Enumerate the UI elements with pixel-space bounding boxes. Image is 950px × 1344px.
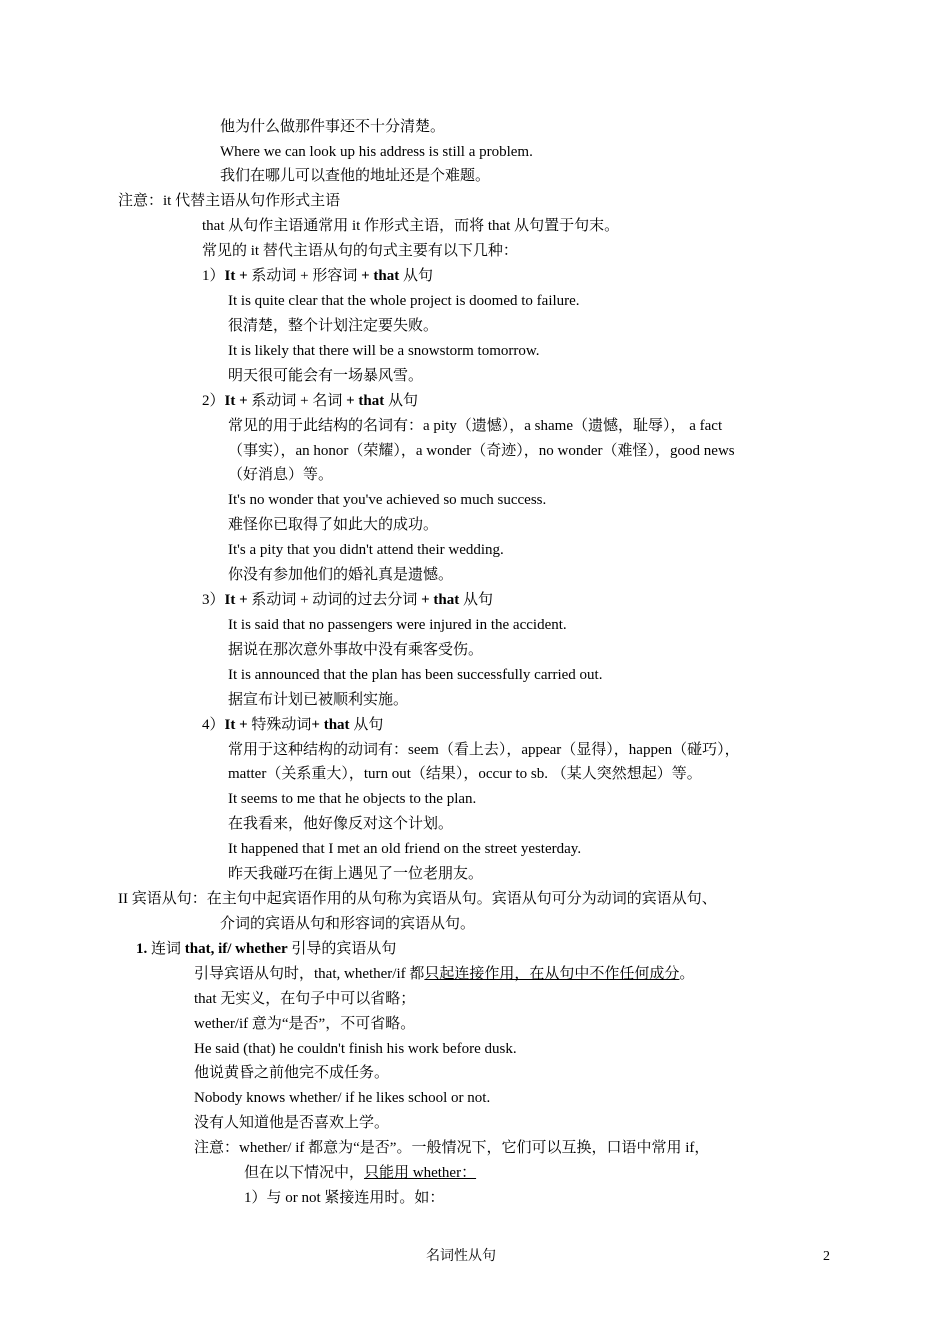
example-zh: 据宣布计划已被顺利实施。 xyxy=(228,692,409,708)
example-en: It seems to me that he objects to the plan. xyxy=(228,791,477,807)
text-line: 但在以下情况中，只能用 whether： xyxy=(244,1165,477,1181)
example-zh: 明天很可能会有一场暴风雪。 xyxy=(228,368,424,384)
text-line: 常见的用于此结构的名词有：a pity（遗憾），a shame（遗憾，耻辱）， a fact xyxy=(228,418,723,434)
text-line: 1）与 or not 紧接连用时。如： xyxy=(244,1190,445,1206)
subsection-heading: 1. 连词 that, if/ whether 引导的宾语从句 xyxy=(136,941,397,957)
example-en: It is announced that the plan has been successfully carried out. xyxy=(228,667,603,683)
example-en: Nobody knows whether/ if he likes school or not. xyxy=(194,1090,491,1106)
example-zh: 很清楚，整个计划注定要失败。 xyxy=(228,318,439,334)
pattern-heading: 1）It + 系动词 + 形容词 + that 从句 xyxy=(202,268,434,284)
text-line: Where we can look up his address is still a problem. xyxy=(220,144,533,160)
text-line: 介词的宾语从句和形容词的宾语从句。 xyxy=(220,916,476,932)
example-en: He said (that) he couldn't finish his work before dusk. xyxy=(194,1041,517,1057)
text-line: 他为什么做那件事还不十分清楚。 xyxy=(220,119,446,135)
example-zh: 没有人知道他是否喜欢上学。 xyxy=(194,1115,390,1131)
example-en: It's a pity that you didn't attend their wedding. xyxy=(228,542,504,558)
text-line: 常见的 it 替代主语从句的句式主要有以下几种： xyxy=(202,243,518,259)
section-heading: II 宾语从句：在主句中起宾语作用的从句称为宾语从句。宾语从句可分为动词的宾语从句、 xyxy=(118,891,717,907)
footer-title: 名词性从句 xyxy=(426,1249,496,1264)
example-zh: 据说在那次意外事故中没有乘客受伤。 xyxy=(228,642,484,658)
pattern-heading: 2）It + 系动词 + 名词 + that 从句 xyxy=(202,393,419,409)
pattern-heading: 3）It + 系动词 + 动词的过去分词 + that 从句 xyxy=(202,592,494,608)
text-line: （好消息）等。 xyxy=(228,467,334,483)
text-line: 我们在哪儿可以查他的地址还是个难题。 xyxy=(220,168,491,184)
example-zh: 昨天我碰巧在街上遇见了一位老朋友。 xyxy=(228,866,484,882)
example-zh: 难怪你已取得了如此大的成功。 xyxy=(228,517,439,533)
text-line: 常用于这种结构的动词有：seem（看上去），appear（显得），happen（碰巧）， xyxy=(228,742,740,758)
text-line: （事实），an honor（荣耀），a wonder（奇迹），no wonder（难怪），good news xyxy=(228,443,735,459)
note-line: 注意：whether/ if 都意为“是否”。一般情况下，它们可以互换，口语中常用 if， xyxy=(194,1140,710,1156)
pattern-heading: 4）It + 特殊动词+ that 从句 xyxy=(202,717,384,733)
example-zh: 他说黄昏之前他完不成任务。 xyxy=(194,1065,390,1081)
text-line: that 从句作主语通常用 it 作形式主语，而将 that 从句置于句末。 xyxy=(202,218,620,234)
text-line: matter（关系重大），turn out（结果），occur to sb. （某人突然想起）等。 xyxy=(228,766,702,782)
example-zh: 你没有参加他们的婚礼真是遗憾。 xyxy=(228,567,454,583)
page-number: 2 xyxy=(823,1249,830,1264)
example-zh: 在我看来，他好像反对这个计划。 xyxy=(228,816,454,832)
example-en: It's no wonder that you've achieved so much success. xyxy=(228,492,547,508)
example-en: It is likely that there will be a snowstorm tomorrow. xyxy=(228,343,540,359)
example-en: It is said that no passengers were injured in the accident. xyxy=(228,617,567,633)
text-line: wether/if 意为“是否”，不可省略。 xyxy=(194,1016,416,1032)
example-en: It is quite clear that the whole project is doomed to failure. xyxy=(228,293,580,309)
example-en: It happened that I met an old friend on the street yesterday. xyxy=(228,841,582,857)
note-heading: 注意：it 代替主语从句作形式主语 xyxy=(118,193,341,209)
text-line: 引导宾语从句时，that, whether/if 都只起连接作用，在从句中不作任何成分。 xyxy=(194,966,695,982)
text-line: that 无实义，在句子中可以省略； xyxy=(194,991,416,1007)
